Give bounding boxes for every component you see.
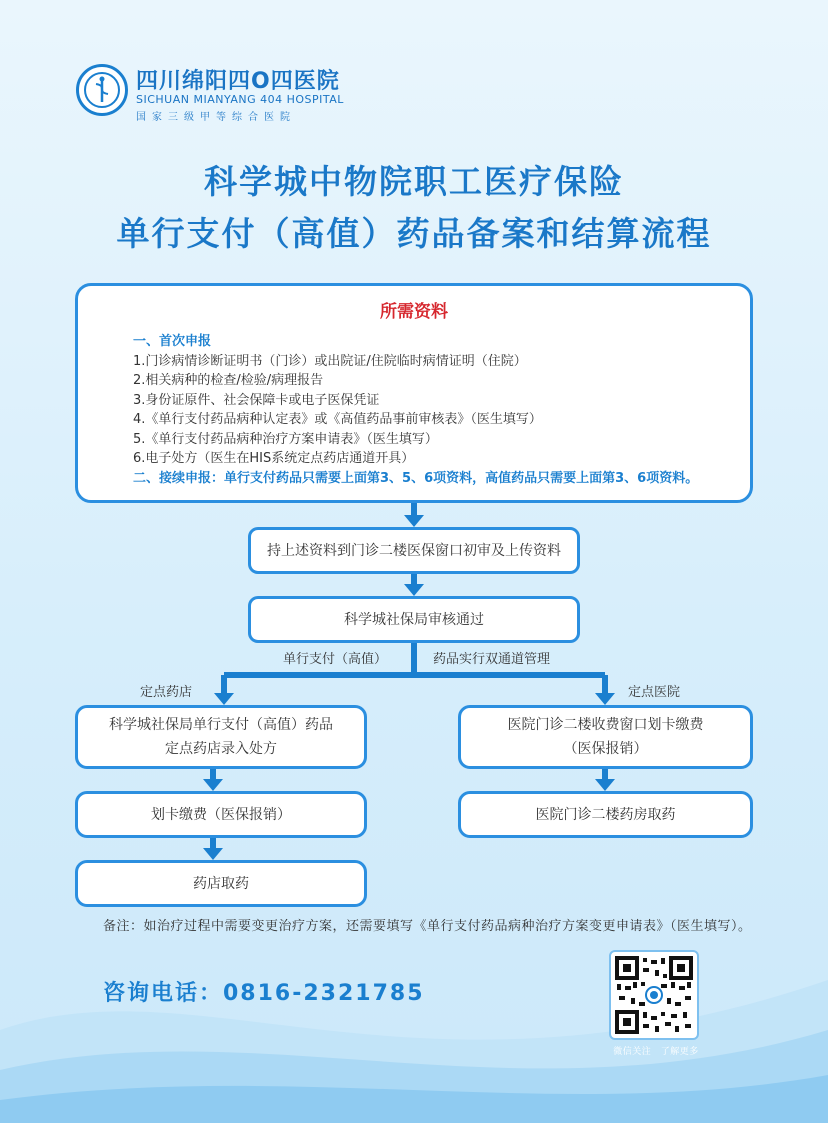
step-review-text: 科学城社保局审核通过	[344, 611, 484, 628]
wechat-qr-code[interactable]	[609, 950, 699, 1040]
pharmacy-step1-line2: 定点药店录入处方	[165, 741, 277, 757]
step-upload-materials	[248, 527, 580, 574]
page-title-line1: 科学城中物院职工医疗保险	[204, 162, 624, 201]
hospital-step-payment	[458, 705, 753, 769]
split-label-right: 药品实行双通道管理	[433, 652, 551, 667]
requirement-item: 1.门诊病情诊断证明书（门诊）或出院证/住院临时病情证明（住院）	[133, 353, 527, 369]
hospital-step-pickup	[458, 791, 753, 838]
split-label-left: 单行支付（高值）	[283, 652, 388, 667]
renewal-application-line: 二、接续申报：单行支付药品只需要上面第3、5、6项资料，高值药品只需要上面第3、6项资料。	[133, 470, 699, 486]
step-upload-text: 持上述资料到门诊二楼医保窗口初审及上传资料	[267, 542, 561, 559]
hospital-step1-line1: 医院门诊二楼收费窗口划卡缴费	[507, 717, 704, 733]
qr-code-icon	[611, 952, 697, 1038]
requirements-box	[75, 283, 753, 503]
branch-label-hospital: 定点医院	[628, 685, 681, 700]
hospital-grade: 国家三级甲等综合医院	[136, 112, 296, 123]
pharmacy-step-prescription	[75, 705, 367, 769]
pharmacy-step1-line1: 科学城社保局单行支付（高值）药品	[109, 717, 333, 733]
caduceus-icon	[82, 70, 122, 110]
pharmacy-step-payment	[75, 791, 367, 838]
step-review-approved	[248, 596, 580, 643]
footnote: 备注：如治疗过程中需要变更治疗方案，还需要填写《单行支付药品病种治疗方案变更申请表》（医生填写）。	[103, 919, 752, 934]
requirement-item: 3.身份证原件、社会保障卡或电子医保凭证	[133, 392, 380, 408]
requirements-title: 所需资料	[380, 302, 448, 322]
page-title-line2: 单行支付（高值）药品备案和结算流程	[116, 214, 712, 253]
pharmacy-step3-text: 药店取药	[193, 875, 249, 892]
hospital-name-en: SICHUAN MIANYANG 404 HOSPITAL	[136, 93, 344, 106]
pharmacy-step-pickup	[75, 860, 367, 907]
hospital-name-cn: 四川绵阳四O四医院	[136, 69, 340, 94]
requirements-list	[133, 332, 740, 488]
hospital-step2-text: 医院门诊二楼药房取药	[535, 806, 676, 823]
qr-caption: 微信关注 了解更多	[613, 1047, 699, 1057]
requirement-item: 5.《单行支付药品病种治疗方案申请表》（医生填写）	[133, 431, 438, 447]
pharmacy-step2-text: 划卡缴费（医保报销）	[151, 806, 291, 823]
hospital-logo	[76, 64, 128, 116]
branch-label-pharmacy: 定点药店	[140, 685, 193, 700]
consult-phone: 咨询电话：0816-2321785	[103, 981, 425, 1006]
requirement-item: 2.相关病种的检查/检验/病理报告	[133, 373, 324, 388]
requirement-item: 4.《单行支付药品病种认定表》或《高值药品事前审核表》（医生填写）	[133, 412, 542, 427]
first-application-header: 一、首次申报	[133, 334, 212, 349]
hospital-step1-line2: （医保报销）	[563, 741, 648, 757]
requirement-item: 6.电子处方（医生在HIS系统定点药店通道开具）	[133, 451, 415, 466]
